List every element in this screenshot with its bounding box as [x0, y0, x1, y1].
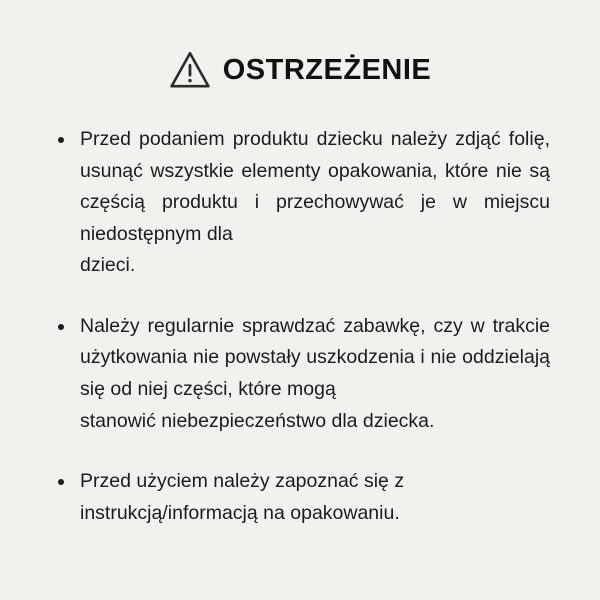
list-item-text-tail: stanowić niebezpieczeństwo dla dziecka.: [80, 409, 435, 432]
list-item: [52, 124, 550, 282]
warning-heading: [38, 50, 562, 90]
list-item-text-tail: instrukcją/informacją na opakowaniu.: [80, 501, 400, 524]
list-item-text: Należy regularnie sprawdzać zabawkę, czy w trakcie użytkowania nie powstały uszkodzenia i nie oddzielają się od niej części, które mogą: [80, 314, 550, 401]
list-item: [52, 311, 550, 437]
list-item: [52, 466, 550, 529]
list-item-text: Przed podaniem produktu dziecku należy zdjąć folię, usunąć wszystkie elementy opakowania, które nie są częścią produktu i przechowywać je w miejscu niedostępnym dla: [80, 128, 550, 245]
warning-triangle-icon: [169, 50, 211, 90]
page-title: OSTRZEŻENIE: [222, 53, 432, 86]
warning-list: [38, 124, 562, 529]
list-item-text-tail: dzieci.: [80, 254, 136, 277]
list-item-text: Przed użyciem należy zapoznać się z: [80, 470, 405, 493]
